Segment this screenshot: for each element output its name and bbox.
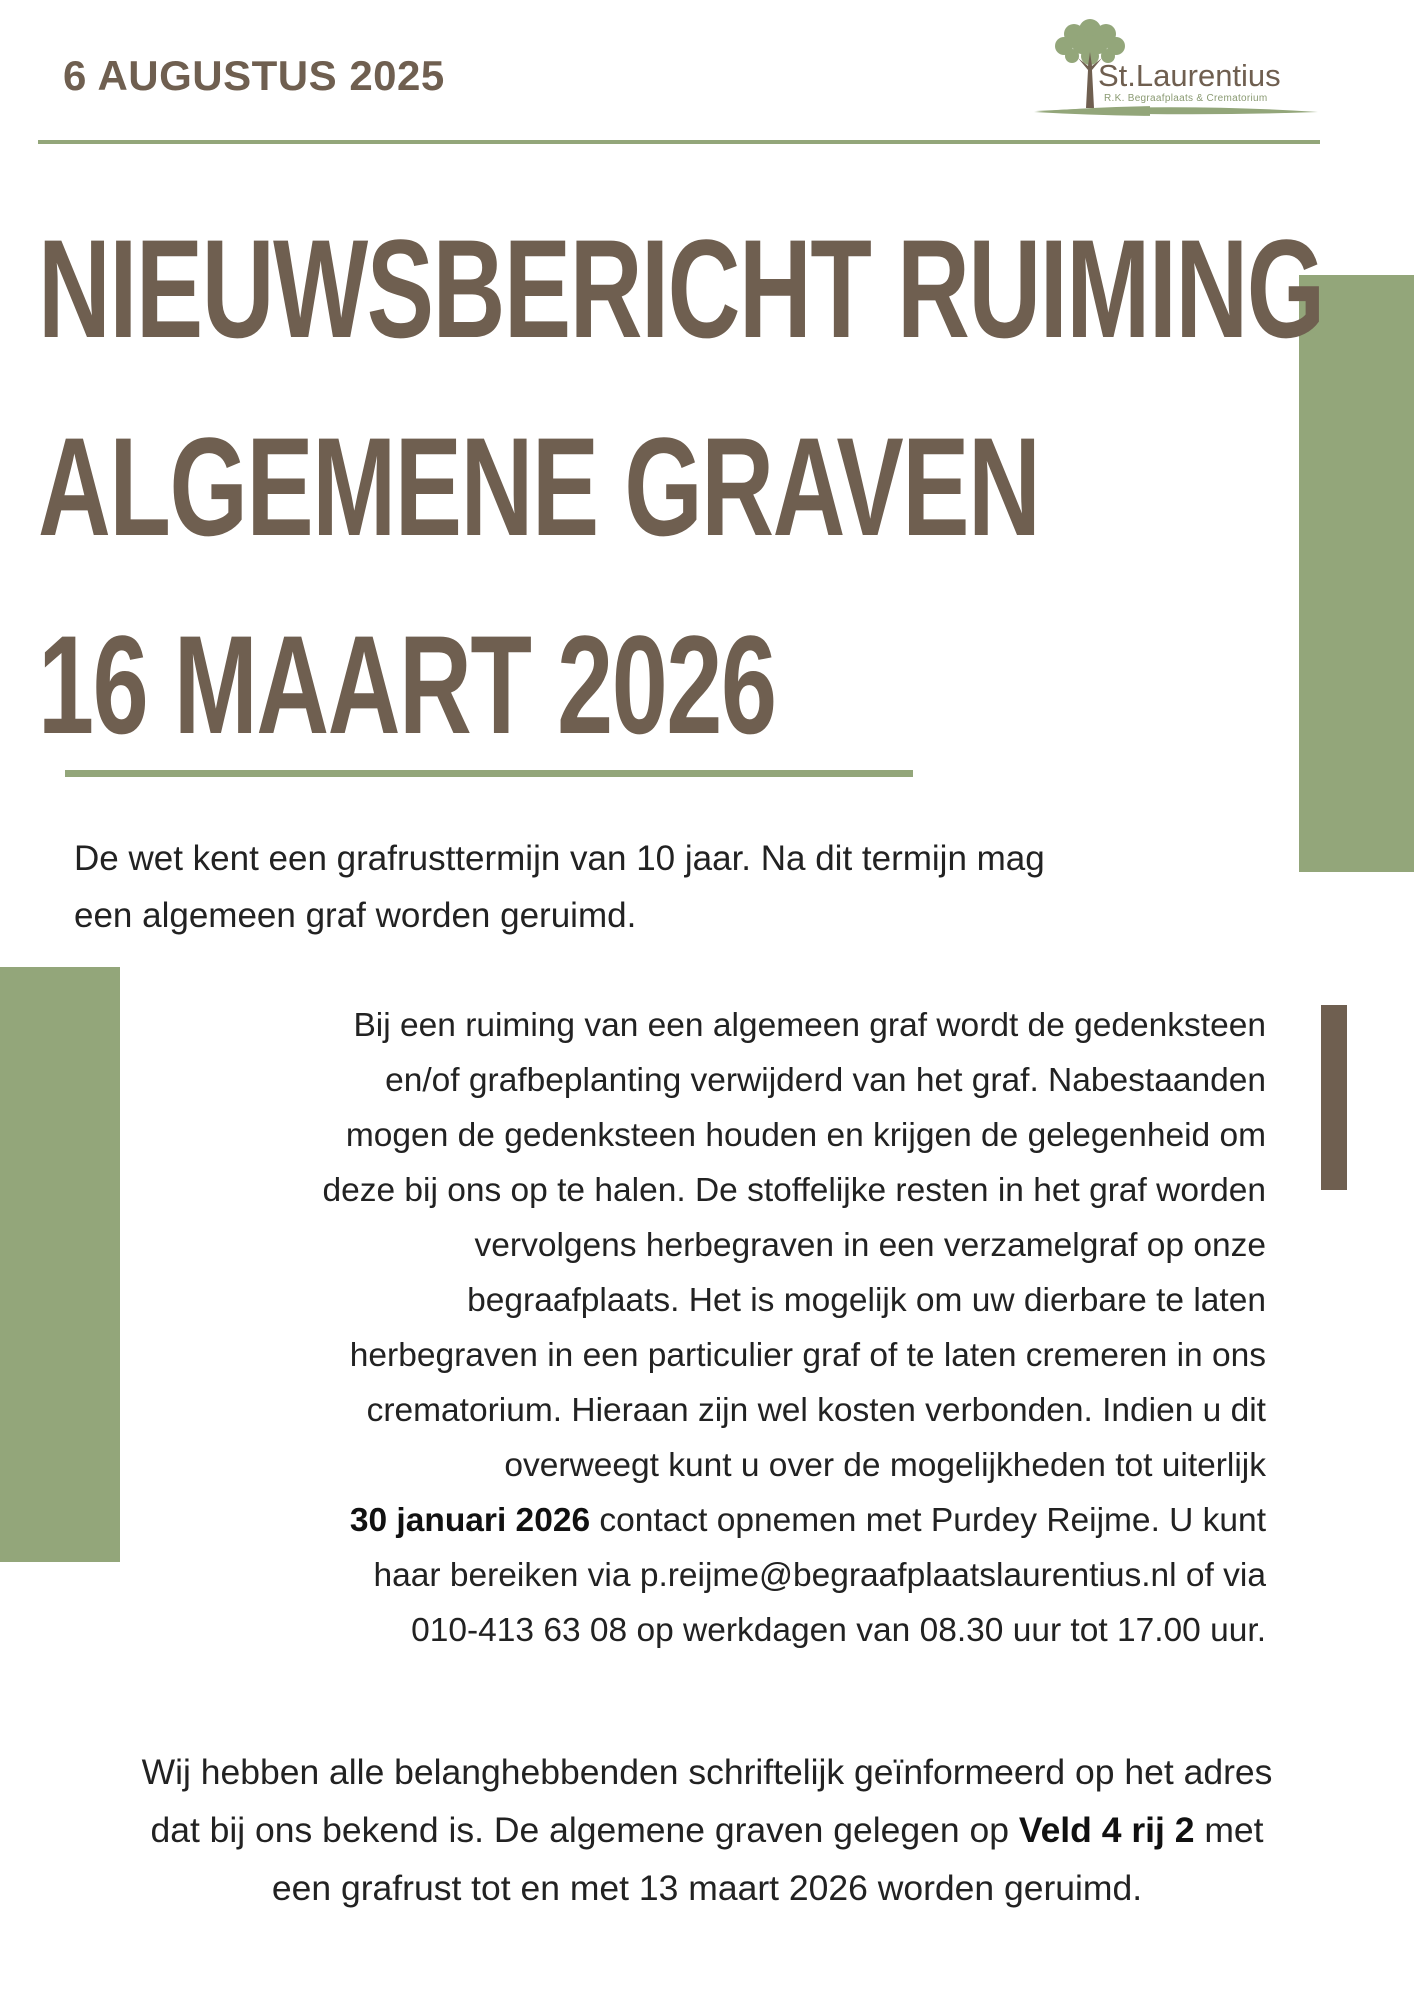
text-line: Bij een ruiming van een algemeen graf wordt de gedenksteen [353, 1007, 1266, 1044]
closing-paragraph [0, 1743, 1414, 1917]
phone-line: 010-413 63 08 op werkdagen van 08.30 uur tot 17.00 uur. [411, 1612, 1266, 1649]
text-line: overweegt kunt u over de mogelijkheden tot uiterlijk [504, 1447, 1266, 1484]
logo-name: St.Laurentius [1098, 58, 1281, 93]
text-line: mogen de gedenksteen houden en krijgen de gelegenheid om [345, 1117, 1266, 1154]
text-line: vervolgens herbegraven in een verzamelgraf op onze [474, 1227, 1266, 1264]
headline-underline [65, 770, 913, 777]
deadline-date: 30 januari 2026 [349, 1502, 591, 1539]
body-paragraph [146, 998, 1266, 1658]
text-line: herbegraven in een particulier graf of te laten cremeren in ons [349, 1337, 1266, 1374]
top-divider [38, 140, 1320, 144]
text-line: begraafplaats. Het is mogelijk om uw dierbare te laten [467, 1282, 1266, 1319]
decorative-bar-brown [1321, 1005, 1347, 1190]
text-line: Wij hebben alle belanghebbenden schriftelijk geïnformeerd op het adres [141, 1752, 1273, 1792]
text-line: De wet kent een grafrusttermijn van 10 jaar. Na dit termijn mag [74, 839, 1045, 878]
text-fragment: contact opnemen met Purdey Reijme. U kunt [590, 1502, 1266, 1539]
headline-line: 16 MAART 2026 [38, 606, 776, 763]
headline-line: ALGEMENE GRAVEN [38, 408, 1040, 565]
decorative-bar-left [0, 967, 120, 1562]
field-location: Veld 4 rij 2 [1018, 1810, 1195, 1850]
contact-line: haar bereiken via p.reijme@begraafplaatslaurentius.nl of via [373, 1557, 1266, 1594]
text-line [0, 1801, 1414, 1859]
text-fragment: met [1194, 1810, 1264, 1850]
logo-subtitle: R.K. Begraafplaats & Crematorium [1104, 93, 1268, 104]
text-fragment: dat bij ons bekend is. De algemene graven gelegen op [150, 1810, 1019, 1850]
intro-paragraph [74, 830, 1174, 944]
headline-line: NIEUWSBERICHT RUIMING [38, 210, 1324, 367]
text-line: crematorium. Hieraan zijn wel kosten verbonden. Indien u dit [366, 1392, 1266, 1429]
text-line: deze bij ons op te halen. De stoffelijke resten in het graf worden [322, 1172, 1266, 1209]
document-date: 6 AUGUSTUS 2025 [63, 52, 445, 99]
text-line [146, 1493, 1266, 1548]
text-line: en/of grafbeplanting verwijderd van het graf. Nabestaanden [385, 1062, 1266, 1099]
text-line: een grafrust tot en met 13 maart 2026 worden geruimd. [271, 1868, 1143, 1908]
text-line: een algemeen graf worden geruimd. [74, 896, 637, 935]
headline [38, 190, 1324, 784]
